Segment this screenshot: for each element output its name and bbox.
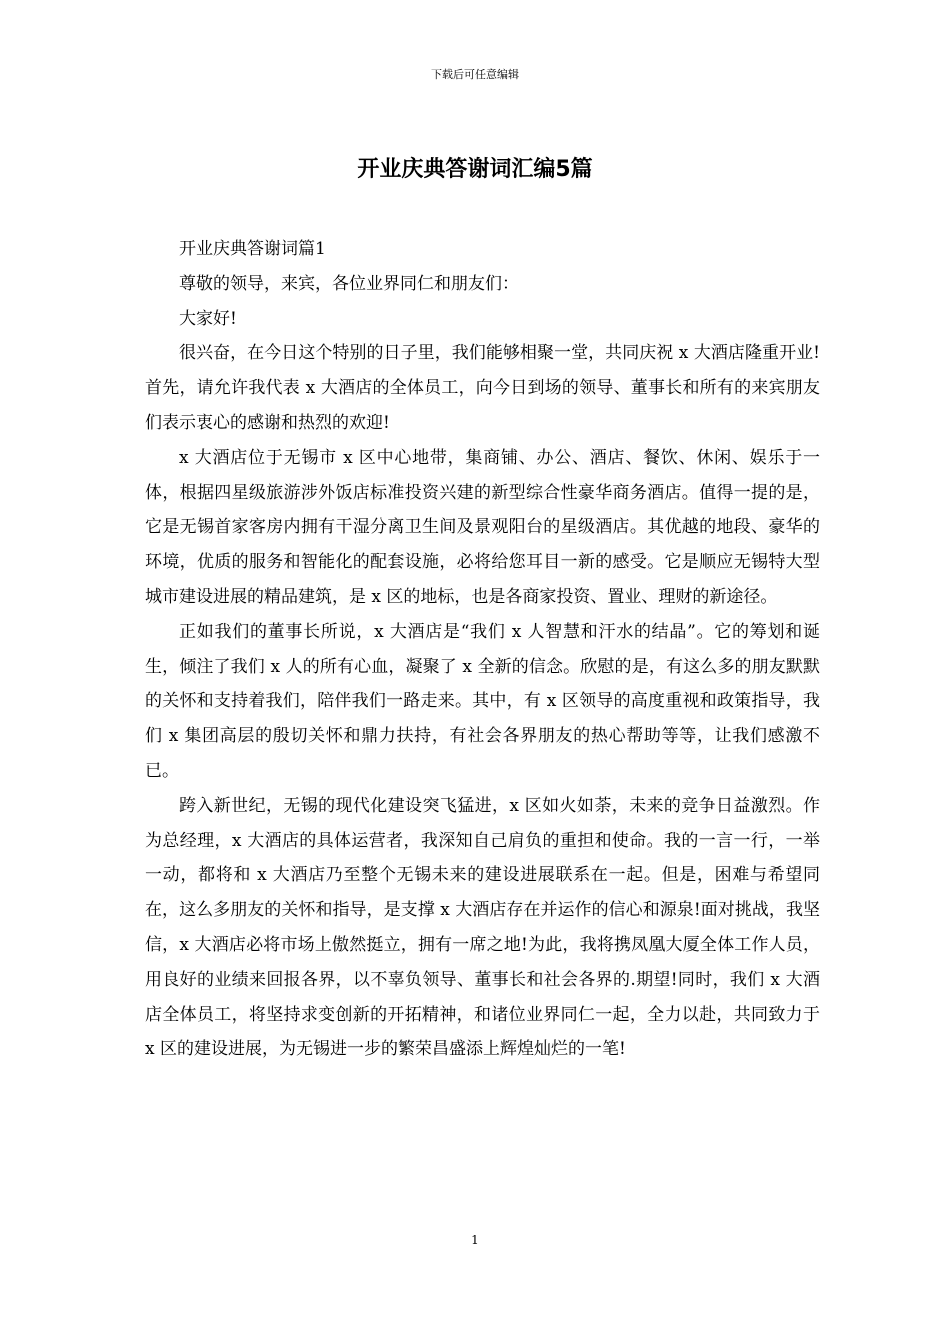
section-heading: 开业庆典答谢词篇1 <box>179 239 326 259</box>
salutation: 尊敬的领导，来宾，各位业界同仁和朋友们： <box>179 273 519 294</box>
body-paragraph: 很兴奋，在今日这个特别的日子里，我们能够相聚一堂，共同庆祝 x 大酒店隆重开业!首先，请允许我代表 x 大酒店的全体员工，向今日到场的领导、董事长和所有的来宾朋友们表示衷心的感谢和热烈的欢迎! <box>145 343 820 433</box>
body-paragraph: 正如我们的董事长所说，x 大酒店是“我们 x 人智慧和汗水的结晶”。它的筹划和诞生，倾注了我们 x 人的所有心血，凝聚了 x 全新的信念。欣慰的是，有这么多的朋友默默的关怀和支持着我们，陪伴我们一路走来。其中，有 x 区领导的高度重视和政策指导，我们 x 集团高层的殷切关怀和鼎力扶持，有社会各界朋友的热心帮助等等，让我们感激不已。 <box>145 621 820 781</box>
greeting: 大家好! <box>179 308 237 329</box>
body-paragraph: 跨入新世纪，无锡的现代化建设突飞猛进，x 区如火如荼，未来的竞争日益激烈。作为总经理，x 大酒店的具体运营者，我深知自己肩负的重担和使命。我的一言一行，一举一动，都将和 x 大酒店乃至整个无锡未来的建设进展联系在一起。但是，困难与希望同在，这么多朋友的关怀和指导，是支撑 x 大酒店存在并运作的信心和源泉!面对挑战，我坚信，x 大酒店必将市场上傲然挺立，拥有一席之地!为此，我将携凤凰大厦全体工作人员，用良好的业绩来回报各界，以不辜负领导、董事长和社会各界的.期望!同时，我们 x 大酒店全体员工，将坚持求变创新的开拓精神，和诸位业界同仁一起，全力以赴，共同致力于 x 区的建设进展，为无锡进一步的繁荣昌盛添上辉煌灿烂的一笔! <box>145 795 820 1060</box>
page-header-note: 下载后可任意编辑 <box>431 68 519 81</box>
body-paragraph: x 大酒店位于无锡市 x 区中心地带，集商铺、办公、酒店、餐饮、休闲、娱乐于一体，根据四星级旅游涉外饭店标准投资兴建的新型综合性豪华商务酒店。值得一提的是，它是无锡首家客房内拥有干湿分离卫生间及景观阳台的星级酒店。其优越的地段、豪华的环境，优质的服务和智能化的配套设施，必将给您耳目一新的感受。它是顺应无锡特大型城市建设进展的精品建筑，是 x 区的地标，也是各商家投资、置业、理财的新途径。 <box>145 447 820 607</box>
page-number: 1 <box>471 1233 479 1247</box>
document-body <box>145 232 820 1067</box>
document-title: 开业庆典答谢词汇编5篇 <box>357 157 593 182</box>
